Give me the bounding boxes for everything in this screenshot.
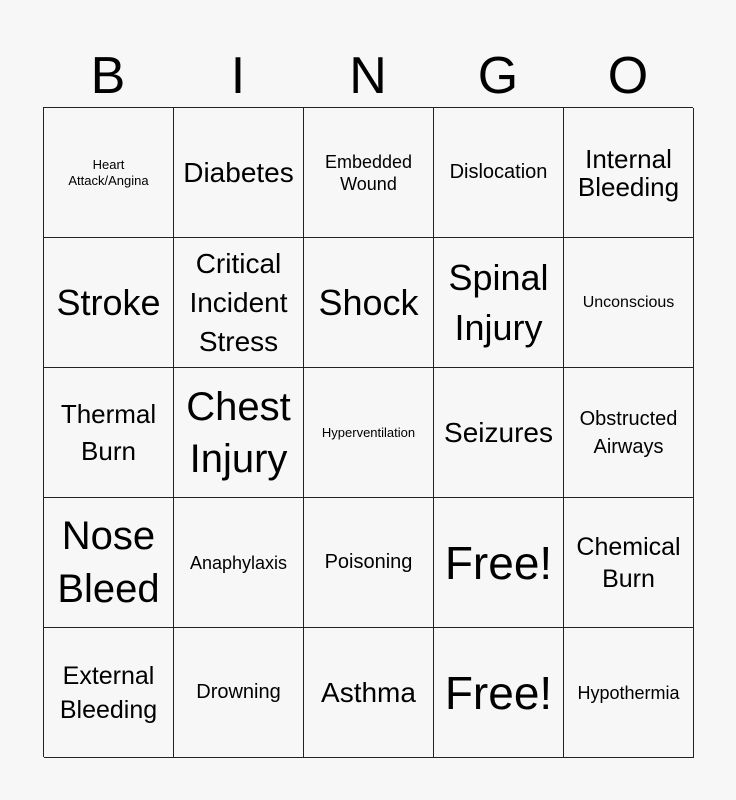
bingo-cell[interactable] xyxy=(564,498,694,628)
bingo-cell[interactable] xyxy=(434,628,564,758)
cell-label: Seizures xyxy=(444,416,553,448)
bingo-cell[interactable] xyxy=(564,368,694,498)
bingo-board xyxy=(43,107,693,757)
cell-label: Anaphylaxis xyxy=(189,552,288,573)
cell-label: Stroke xyxy=(56,281,161,323)
cell-label: Chemical Burn xyxy=(576,532,681,593)
cell-label: Diabetes xyxy=(183,156,294,188)
cell-label: External Bleeding xyxy=(59,661,158,724)
header-letter-i: I xyxy=(230,47,246,105)
bingo-cell[interactable] xyxy=(304,108,434,238)
header-letter-n: N xyxy=(349,47,387,105)
header-letter-o: O xyxy=(607,47,649,105)
cell-label: Chest Injury xyxy=(186,384,291,481)
header-letter-g: G xyxy=(477,47,519,105)
cell-label: Nose Bleed xyxy=(57,513,160,611)
cell-label: Internal Bleeding xyxy=(577,143,680,202)
cell-label: Hyperventilation xyxy=(321,424,416,440)
cell-label: Hypothermia xyxy=(577,682,680,703)
cell-label: Asthma xyxy=(321,676,416,708)
bingo-cell[interactable] xyxy=(434,108,564,238)
header-letter-b: B xyxy=(90,47,126,105)
cell-label: Poisoning xyxy=(324,551,413,573)
bingo-cell[interactable] xyxy=(564,628,694,758)
bingo-cell[interactable] xyxy=(44,108,174,238)
bingo-cell[interactable] xyxy=(44,498,174,628)
cell-label: Unconscious xyxy=(582,293,675,311)
bingo-cell[interactable] xyxy=(434,238,564,368)
bingo-cell[interactable] xyxy=(44,238,174,368)
bingo-cell[interactable] xyxy=(44,628,174,758)
cell-label: Embedded Wound xyxy=(324,151,413,194)
bingo-cell[interactable] xyxy=(174,368,304,498)
bingo-cell[interactable] xyxy=(174,498,304,628)
cell-label: Obstructed Airways xyxy=(579,407,678,458)
bingo-cell[interactable] xyxy=(564,108,694,238)
cell-label: Drowning xyxy=(196,681,281,703)
cell-label: Free! xyxy=(444,666,553,719)
bingo-cell[interactable] xyxy=(564,238,694,368)
cell-label: Critical Incident Stress xyxy=(189,248,288,357)
bingo-cell[interactable] xyxy=(434,368,564,498)
bingo-cell[interactable] xyxy=(304,498,434,628)
bingo-header xyxy=(43,46,693,106)
bingo-cell[interactable] xyxy=(304,628,434,758)
cell-label: Dislocation xyxy=(449,161,548,183)
bingo-cell[interactable] xyxy=(174,628,304,758)
cell-label: Free! xyxy=(444,536,553,589)
bingo-cell[interactable] xyxy=(174,238,304,368)
bingo-cell[interactable] xyxy=(434,498,564,628)
cell-label: Heart Attack/Angina xyxy=(68,156,149,188)
cell-label: Thermal Burn xyxy=(60,398,157,466)
bingo-cell[interactable] xyxy=(174,108,304,238)
bingo-cell[interactable] xyxy=(304,368,434,498)
cell-label: Shock xyxy=(318,281,419,323)
cell-label: Spinal Injury xyxy=(448,256,549,348)
bingo-cell[interactable] xyxy=(44,368,174,498)
bingo-cell[interactable] xyxy=(304,238,434,368)
